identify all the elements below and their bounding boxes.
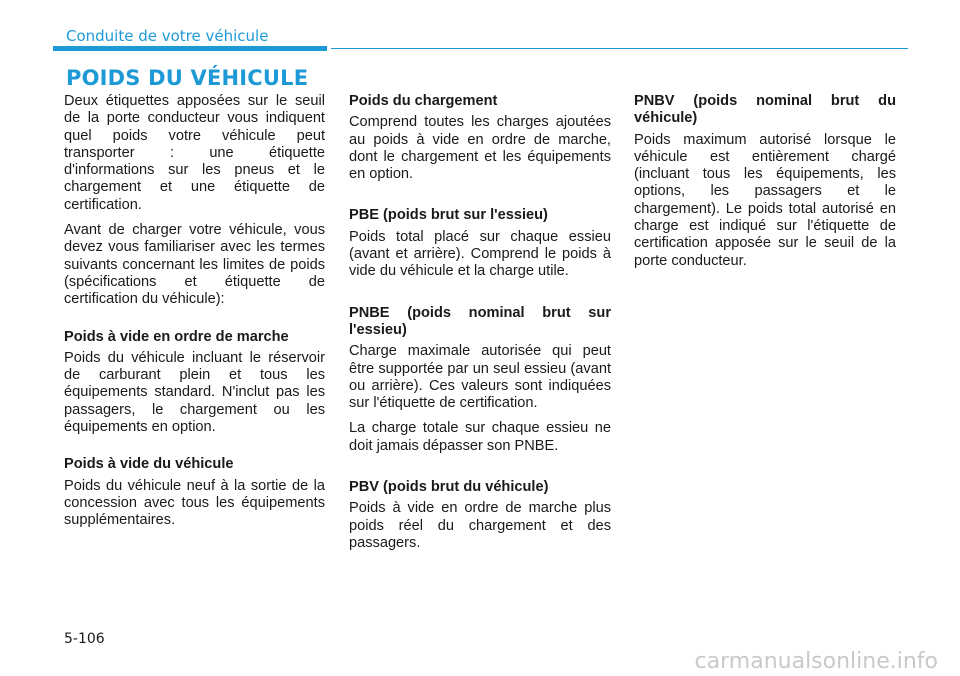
term-heading: PBE (poids brut sur l'essieu) <box>349 207 548 224</box>
paragraph: Poids à vide en ordre de marche plus poids réel du chargement et des passagers. <box>349 500 611 551</box>
paragraph: Poids total placé sur chaque essieu (avant et arrière). Comprend le poids à vide du véhicule et la charge utile. <box>349 228 611 280</box>
header-rule <box>331 48 908 49</box>
paragraph: Charge maximale autorisée qui peut être supportée par un seul essieu (avant ou arrière). Ces valeurs sont indiquées sur l'étiquette de certification. <box>349 343 611 412</box>
term-heading: Poids à vide en ordre de marche <box>64 328 289 345</box>
page-number: 5-106 <box>64 631 105 647</box>
term-heading: Poids à vide du véhicule <box>64 456 234 473</box>
paragraph: Poids du véhicule neuf à la sortie de la concession avec tous les équipements supplémentaires. <box>64 477 325 529</box>
header-rule-accent <box>53 46 327 51</box>
term-heading: PNBV (poids nominal brut du véhicule) <box>634 93 896 127</box>
column-2 <box>349 93 611 560</box>
term-heading: PNBE (poids nominal brut sur l'essieu) <box>349 304 611 338</box>
paragraph: Comprend toutes les charges ajoutées au poids à vide en ordre de marche, dont le chargement et les équipements en option. <box>349 114 611 183</box>
paragraph: Poids du véhicule incluant le réservoir de carburant plein et tous les équipements standard. N'inclut pas les passagers, le chargement ou les équipements en option. <box>64 349 325 436</box>
chapter-title: Conduite de votre véhicule <box>66 27 269 45</box>
paragraph: La charge totale sur chaque essieu ne doit jamais dépasser son PNBE. <box>349 420 611 454</box>
paragraph: Avant de charger votre véhicule, vous devez vous familiariser avec les termes suivants concernant les limites de poids (spécifications et étiquette de certification du véhicule): <box>64 222 325 308</box>
paragraph: Poids maximum autorisé lorsque le véhicule est entièrement chargé (incluant tous les équipements, les options, les passagers et le chargement). Le poids total autorisé en charge est indiqué sur l'étiquette de certification apposée sur le seuil de la porte conducteur. <box>634 131 896 269</box>
term-heading: PBV (poids brut du véhicule) <box>349 479 549 496</box>
section-title: POIDS DU VÉHICULE <box>66 66 309 90</box>
term-heading: Poids du chargement <box>349 93 498 109</box>
column-1 <box>64 93 325 538</box>
column-3 <box>634 93 896 278</box>
paragraph: Deux étiquettes apposées sur le seuil de la porte conducteur vous indiquent quel poids votre véhicule peut transporter : une étiquette d'informations sur les pneus et le chargement et une étiquette de certification. <box>64 93 325 213</box>
watermark: carmanualsonline.info <box>694 649 938 674</box>
